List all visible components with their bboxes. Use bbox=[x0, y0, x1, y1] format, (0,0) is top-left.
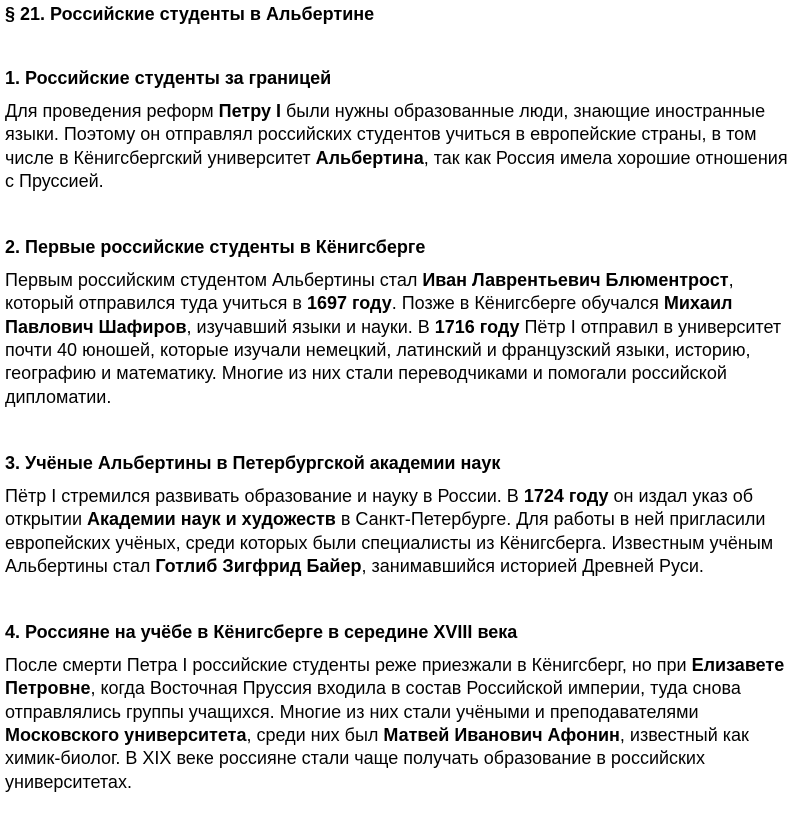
text-run: Первым российским студентом Альбертины стал bbox=[5, 270, 423, 291]
bold-term: 1716 году bbox=[434, 316, 520, 337]
bold-term: Елизавете Петровне bbox=[5, 655, 785, 699]
bold-term: 1724 году bbox=[523, 485, 609, 506]
bold-term: Петру I bbox=[218, 101, 281, 121]
text-run: , который отправился туда учиться в bbox=[5, 270, 734, 314]
text-run: Для проведения реформ bbox=[5, 101, 219, 121]
text-run: были нужны образованные люди, знающие иностранные языки. Поэтому он отправлял российских студентов учиться в европейские страны, в том числе в Кёнигсбергский университет bbox=[5, 101, 766, 168]
bold-term: Московского университета bbox=[5, 725, 247, 746]
section-paragraph-2 bbox=[5, 269, 796, 409]
text-run: Пётр I стремился развивать образование и науку в России. В bbox=[5, 485, 524, 506]
page-title: § 21. Российские студенты в Альбертине bbox=[5, 4, 375, 24]
section-paragraph-1 bbox=[5, 100, 796, 193]
bold-term: Матвей Иванович Афонин bbox=[383, 725, 620, 746]
bold-term: Иван Лаврентьевич Блюментрост bbox=[422, 270, 729, 291]
text-run: . Позже в Кёнигсберге обучался bbox=[391, 293, 664, 314]
text-run: в Санкт-Петербурге. Для работы в ней пригласили европейских учёных, среди которых были специалисты из Кёнигсберга. Известным учёным Альбертины стал bbox=[5, 509, 774, 576]
section-paragraph-3 bbox=[5, 485, 796, 578]
section-heading-2: 2. Первые российские студенты в Кёнигсберге bbox=[5, 237, 426, 258]
text-run: Пётр I отправил в университет почти 40 юношей, которые изучали немецкий, латинский и французский языки, историю, географию и математику. Многие из них стали переводчиками и помогали российской дипломатии. bbox=[5, 316, 782, 407]
text-run: , так как Россия имела хорошие отношения с Пруссией. bbox=[5, 147, 788, 191]
text-run: , изучавший языки и науки. В bbox=[186, 316, 435, 337]
text-run: он издал указ об открытии bbox=[5, 485, 754, 530]
text-run: После смерти Петра I российские студенты реже приезжали в Кёнигсберг, но при bbox=[5, 655, 692, 676]
text-run: , среди них был bbox=[246, 725, 384, 746]
bold-term: Академии наук и художеств bbox=[87, 509, 336, 530]
bold-term: Альбертина bbox=[315, 147, 424, 168]
bold-term: Готлиб Зигфрид Байер bbox=[155, 555, 362, 576]
section-heading-3: 3. Учёные Альбертины в Петербургской академии наук bbox=[5, 452, 501, 473]
text-run: , занимавшийся историей Древней Руси. bbox=[361, 555, 704, 576]
text-run: , когда Восточная Пруссия входила в состав Российской империи, туда снова отправлялись группы учащихся. Многие из них стали учёными и преподавателями bbox=[5, 678, 741, 722]
section-heading-4: 4. Россияне на учёбе в Кёнигсберге в середине XVIII века bbox=[5, 622, 518, 643]
text-run: , известный как химик-биолог. В XIX веке россияне стали чаще получать образование в российских университетах. bbox=[5, 725, 749, 792]
section-heading-1: 1. Российские студенты за границей bbox=[5, 68, 332, 88]
bold-term: 1697 году bbox=[306, 293, 392, 314]
bold-term: Михаил Павлович Шафиров bbox=[5, 293, 733, 337]
section-paragraph-4 bbox=[5, 654, 796, 794]
